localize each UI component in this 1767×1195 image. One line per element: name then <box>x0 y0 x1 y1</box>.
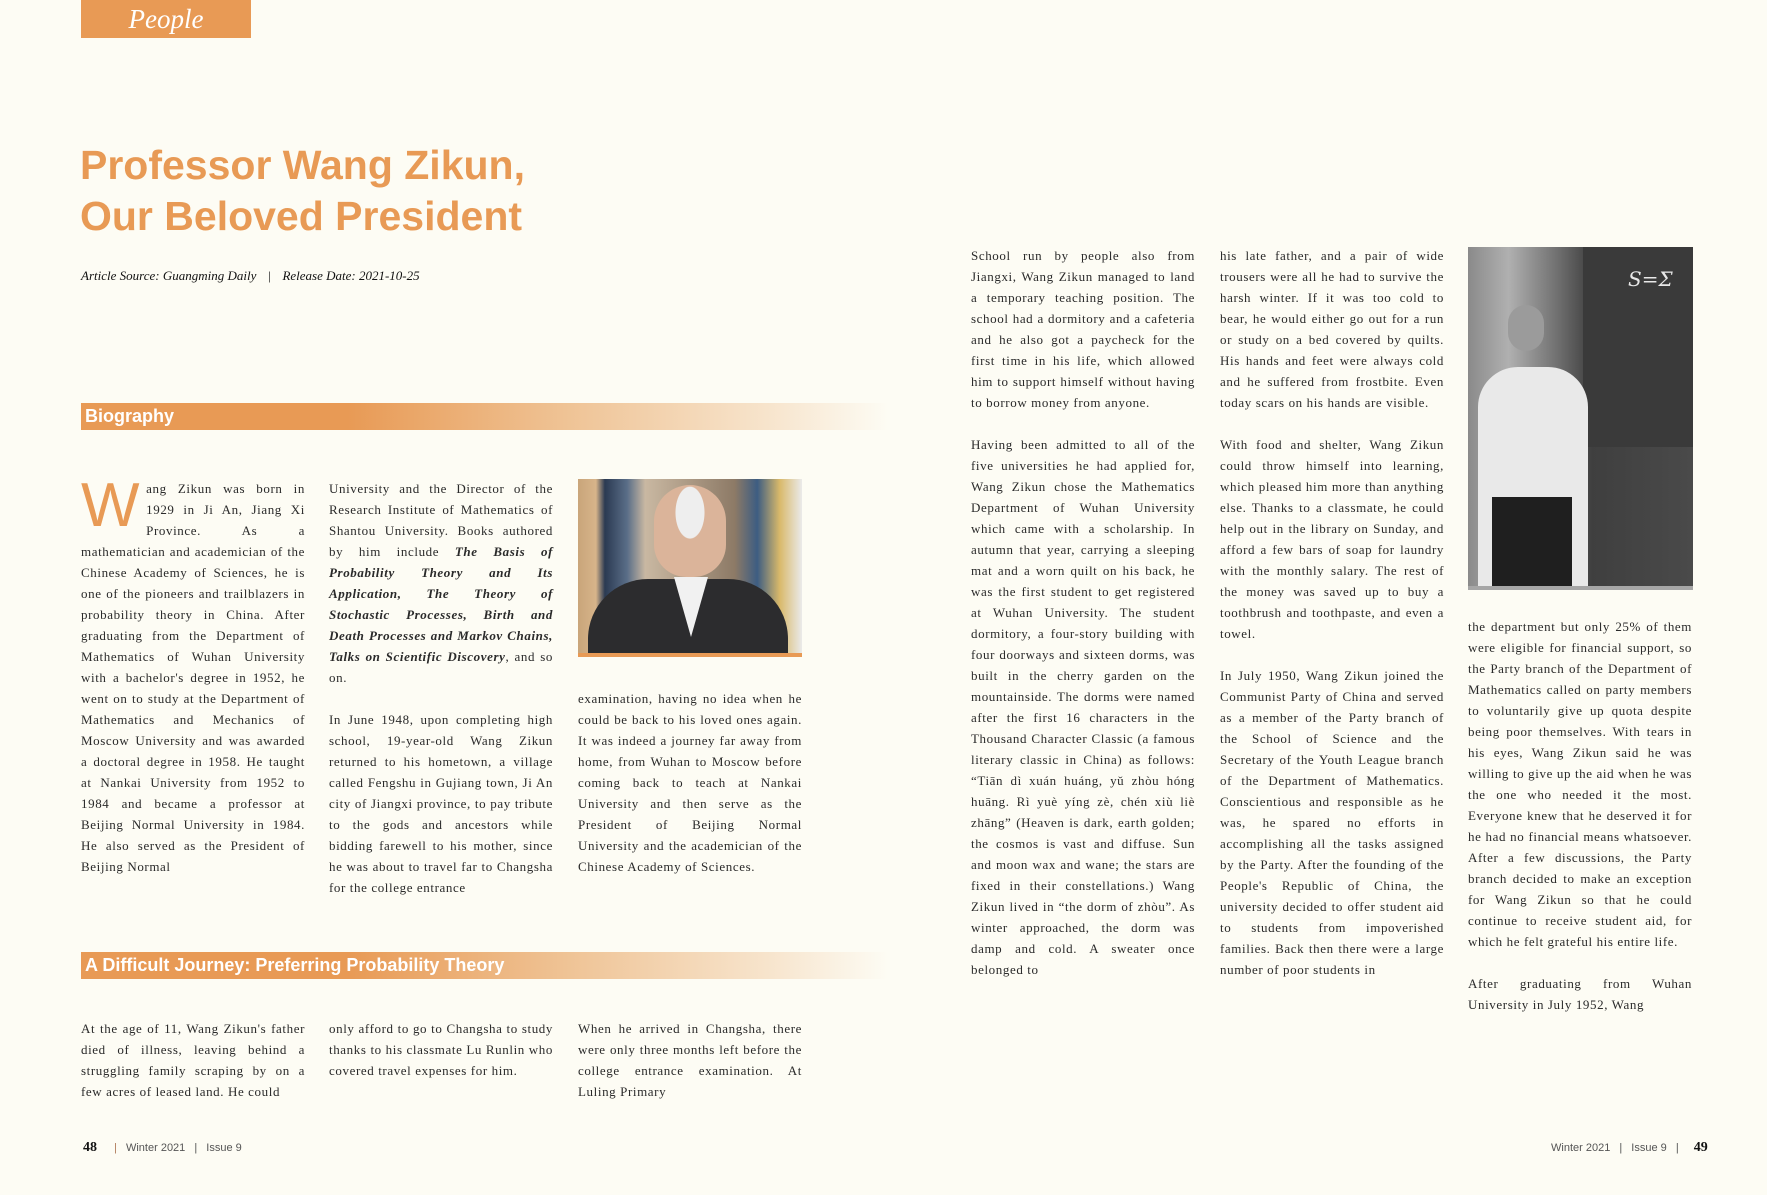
footer-issue: Issue 9 <box>1631 1142 1667 1154</box>
footer-separator: | <box>1619 1142 1623 1154</box>
journey-column-3 <box>578 1018 802 1102</box>
source-label: Article Source: <box>81 268 160 283</box>
lecturer-trousers <box>1492 497 1572 587</box>
section-tag: People <box>81 0 251 38</box>
journey-column-1 <box>81 1018 305 1102</box>
biography-column-1 <box>81 471 305 877</box>
blackboard-formula: S=Σ <box>1628 267 1673 291</box>
right-page-column-3 <box>1468 616 1692 1015</box>
book-titles: The Basis of Probability Theory and Its Application, The Theory of Stochastic Processes, Birth and Death Processes and Markov Chains, Talks on Scientific Discovery <box>329 544 553 664</box>
lecturer-face <box>1508 305 1544 351</box>
journey-paragraph-3: When he arrived in Changsha, there were only three months left before the college entrance examination. At Luling Primary <box>578 1021 802 1099</box>
biography-paragraph-1: ang Zikun was born in 1929 in Ji An, Jiang Xi Province. As a mathematician and academician of the Chinese Academy of Sciences, he is one of the pioneers and trailblazers in probability theory in China. After graduating from the Department of Mathematics of Wuhan University with a bachelor's degree in 1952, he went on to study at the Department of Mathematics and Mechanics of Moscow University and was awarded a doctoral degree in 1958. He taught at Nankai University from 1952 to 1984 and became a professor at Beijing Normal University in 1984. He also served as the President of Beijing Normal <box>81 481 305 874</box>
date-label: Release Date: <box>282 268 356 283</box>
left-page-number: 48 <box>83 1140 97 1155</box>
title-line-2: Our Beloved President <box>80 193 523 239</box>
footer-issue: Issue 9 <box>206 1142 242 1154</box>
biography-paragraph-june-1948: In June 1948, upon completing high school, 19-year-old Wang Zikun returned to his hometown, a village called Fengshu in Gujiang town, Ji An city of Jiangxi province, to pay tribute to the gods and ancestors while bidding farewell to his mother, since he was about to travel far to Changsha for the college entrance <box>329 712 553 895</box>
section-header-journey: A Difficult Journey: Preferring Probability Theory <box>81 952 888 979</box>
date-value: 2021-10-25 <box>358 268 420 283</box>
right-col3-paragraph-2: After graduating from Wuhan University in July 1952, Wang <box>1468 976 1692 1012</box>
right-page-column-2 <box>1220 245 1444 980</box>
biography-paragraph-journey: examination, having no idea when he could be back to his loved ones again. It was indeed a journey far away from home, from Wuhan to Moscow before coming back to teach at Nankai University and then serve as the President of Beijing Normal University and the academician of the Chinese Academy of Sciences. <box>578 691 802 874</box>
biography-books-intro: University and the Director of the Research Institute of Mathematics of Shantou University. Books authored by him include <box>329 481 553 559</box>
right-col3-paragraph-1: the department but only 25% of them were eligible for financial support, so the Party branch of the Department of Mathematics called on party members to voluntarily give up quota despite being poor themselves. With tears in his eyes, Wang Zikun said he was willing to give up the aid when he was the one who needed it the most. Everyone knew that he deserved it for he had no financial means whatsoever. After a few discussions, the Party branch decided to make an exception for Wang Zikun so that he could continue to receive student aid, for which he felt grateful his entire life. <box>1468 619 1692 949</box>
footer-season: Winter 2021 <box>125 1142 186 1154</box>
right-col2-paragraph-1: his late father, and a pair of wide trousers were all he had to survive the harsh winter. If it was too cold to bear, he would either go out for a run or study on a bed covered by quilts. His hands and feet were always cold and he suffered from frostbite. Even today scars on his hands are visible. <box>1220 248 1444 410</box>
source-value: Guangming Daily <box>162 268 257 283</box>
footer-season: Winter 2021 <box>1551 1142 1611 1154</box>
meta-separator: | <box>267 268 272 283</box>
footer-separator: | <box>194 1142 198 1154</box>
article-meta <box>81 268 420 284</box>
title-line-1: Professor Wang Zikun, <box>80 142 525 188</box>
portrait-photo <box>578 479 802 657</box>
journey-column-2 <box>329 1018 553 1081</box>
right-col1-paragraph-2: Having been admitted to all of the five universities he had applied for, Wang Zikun chose the Mathematics Department of Wuhan University which came with a scholarship. In autumn that year, carrying a sleeping mat and a worn quilt on his back, he was the first student to get registered at Wuhan University. The student dormitory, a four-story building with four doorways and sixteen dorms, was built in the cherry garden on the mountainside. The dorms were named after the first 16 characters in the Thousand Character Classic (a famous literary classic in China) as follows: “Tiān dì xuán huáng, yǔ zhòu hóng huāng. Rì yuè yíng zè, chén xiù liè zhāng” (Heaven is dark, earth golden; the cosmos is vast and diffuse. Sun and moon wax and wane; the stars are fixed in their constellations.) Wang Zikun lived in “the dorm of zhòu”. As winter approached, the dorm was damp and cold. A sweater once belonged to <box>971 437 1195 977</box>
journey-paragraph-2: only afford to go to Changsha to study thanks to his classmate Lu Runlin who covered travel expenses for him. <box>329 1021 553 1078</box>
right-col2-paragraph-3: In July 1950, Wang Zikun joined the Communist Party of China and served as a member of the Party branch of the School of Science and the Secretary of the Youth League branch of the Department of Mathematics. Conscientious and responsible as he was, he spared no efforts in accomplishing all the tasks assigned by the Party. After the founding of the People's Republic of China, the university decided to offer student aid to students from impoverished families. Back then there were a large number of poor students in <box>1220 668 1444 977</box>
right-page-column-1 <box>971 245 1195 980</box>
journey-paragraph-1: At the age of 11, Wang Zikun's father died of illness, leaving behind a struggling family scraping by on a few acres of leased land. He could <box>81 1021 305 1099</box>
right-col1-paragraph-1: School run by people also from Jiangxi, Wang Zikun managed to land a temporary teaching position. The school had a dormitory and a cafeteria and he also got a paycheck for the first time in his life, which allowed him to support himself without having to borrow money from anyone. <box>971 248 1195 410</box>
right-footer <box>1551 1140 1708 1156</box>
biography-column-2 <box>329 478 553 898</box>
right-page-number: 49 <box>1693 1140 1708 1155</box>
section-header-biography: Biography <box>81 403 888 430</box>
drop-cap: W <box>81 471 141 540</box>
article-title <box>80 140 880 242</box>
lecture-photo <box>1468 247 1693 590</box>
portrait-head <box>654 485 726 577</box>
biography-books-end: , and so on. <box>329 649 553 685</box>
footer-separator: | <box>114 1142 117 1154</box>
left-footer <box>83 1140 242 1156</box>
biography-column-3 <box>578 688 802 877</box>
right-col2-paragraph-2: With food and shelter, Wang Zikun could throw himself into learning, which pleased him more than anything else. Thanks to a classmate, he could help out in the library on Sunday, and afford a few bars of soap for laundry with the monthly salary. The rest of the money was saved up to buy a toothbrush and toothpaste, and even a towel. <box>1220 437 1444 641</box>
footer-separator: | <box>1675 1142 1679 1154</box>
